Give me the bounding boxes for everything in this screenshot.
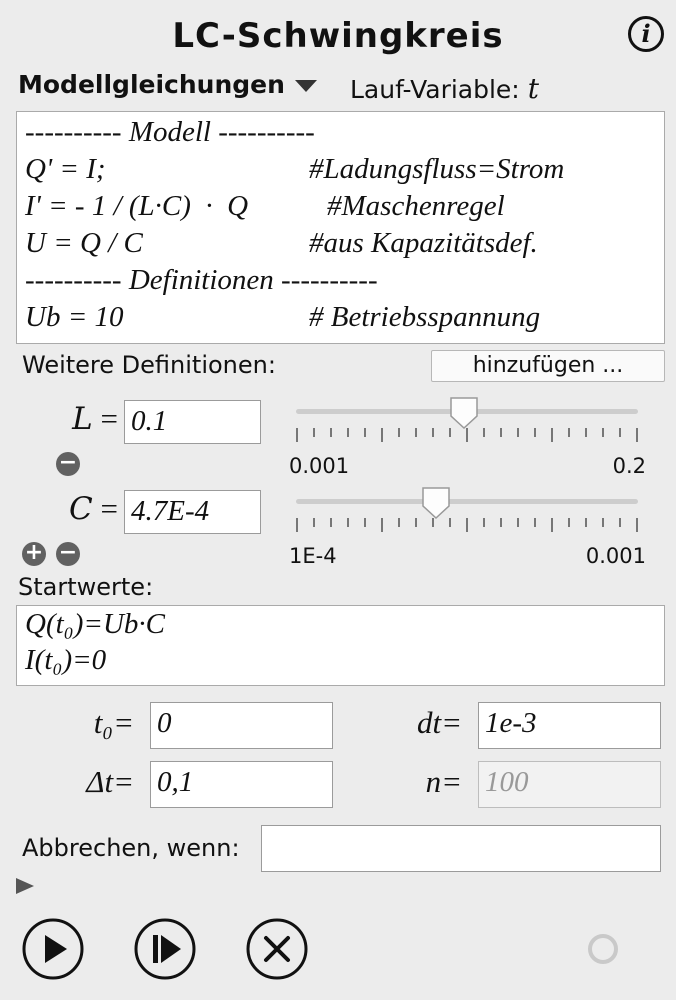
param-label-C (40, 491, 118, 527)
start-values-label: Startwerte: (18, 573, 154, 601)
slider-tick (483, 518, 485, 527)
param-eq: = (100, 491, 118, 526)
slider-tick (398, 428, 400, 437)
slider-tick (619, 518, 621, 527)
dt-label: dt= (416, 705, 462, 740)
slider-max-C: 0.001 (585, 544, 646, 568)
slider-tick (602, 428, 604, 437)
model-line-comment: #Ladungsfluss=Strom (309, 153, 565, 185)
spinner-icon (586, 932, 620, 966)
remove-icon[interactable]: − (56, 542, 80, 566)
model-line-comment: #aus Kapazitätsdef. (309, 227, 538, 259)
model-editor[interactable] (16, 111, 665, 344)
start-values-editor[interactable] (16, 605, 665, 686)
disclosure-triangle-icon[interactable] (14, 876, 36, 896)
definitions-label: Weitere Definitionen: (22, 351, 276, 379)
t0-label: t₀= (93, 705, 134, 740)
param-label-L (40, 401, 118, 437)
slider-tick (347, 428, 349, 437)
slider-tick (296, 428, 298, 442)
slider-tick (381, 518, 383, 532)
n-input: 100 (478, 761, 661, 808)
slider-tick (330, 428, 332, 437)
model-line-comment: #Maschenregel (327, 190, 505, 222)
info-icon[interactable]: i (628, 16, 664, 52)
slider-tick (347, 518, 349, 527)
slider-tick (551, 518, 553, 532)
slider-tick (415, 518, 417, 527)
slider-tick (636, 518, 638, 532)
slider-tick (313, 428, 315, 437)
slider-tick (619, 428, 621, 437)
slider-max-L: 0.2 (612, 454, 646, 478)
slider-tick (449, 428, 451, 437)
slider-tick (602, 518, 604, 527)
slider-tick (432, 518, 434, 527)
model-line-left: Ub = 10 (25, 301, 124, 333)
slider-thumb-L[interactable] (449, 396, 479, 430)
slider-tick (534, 518, 536, 527)
param-name: C (69, 491, 93, 527)
model-selector-label: Modellgleichungen (18, 70, 285, 99)
slider-tick (364, 518, 366, 527)
slider-tick (568, 428, 570, 437)
slider-tick (500, 518, 502, 527)
model-line-left: I' = - 1 / (L·C) · Q (25, 190, 249, 222)
slider-tick (381, 428, 383, 442)
t0-input[interactable]: 0 (150, 702, 333, 749)
slider-tick (466, 518, 468, 532)
play-button[interactable] (22, 918, 84, 980)
slider-tick (432, 428, 434, 437)
abort-condition-input[interactable] (261, 825, 661, 872)
slider-tick (296, 518, 298, 532)
run-variable (350, 72, 539, 105)
slider-tick (568, 518, 570, 527)
dt-input[interactable]: 1e-3 (478, 702, 661, 749)
model-selector[interactable] (18, 70, 317, 99)
model-line-left: ---------- Modell ---------- (25, 116, 315, 148)
n-label: n= (425, 764, 462, 799)
slider-ticks-L (296, 428, 638, 442)
stop-button[interactable] (246, 918, 308, 980)
slider-tick (500, 428, 502, 437)
model-line-comment: # Betriebsspannung (309, 301, 541, 333)
app-title: LC-Schwingkreis (172, 16, 504, 56)
slider-tick (517, 428, 519, 437)
slider-min-C: 1E-4 (289, 544, 337, 568)
slider-tick (466, 428, 468, 442)
slider-ticks-C (296, 518, 638, 532)
param-input-L[interactable]: 0.1 (124, 400, 261, 444)
abort-label: Abbrechen, wenn: (22, 834, 240, 862)
add-definition-button[interactable]: hinzufügen ... (431, 350, 665, 382)
delta-t-label: Δt= (86, 764, 134, 799)
slider-thumb-C[interactable] (421, 486, 451, 520)
slider-tick (551, 428, 553, 442)
start-value-line: I(t₀)=0 (25, 644, 107, 676)
slider-tick (364, 428, 366, 437)
param-eq: = (100, 401, 118, 436)
param-name: L (72, 401, 93, 437)
slider-tick (330, 518, 332, 527)
slider-tick (585, 428, 587, 437)
slider-tick (398, 518, 400, 527)
slider-tick (449, 518, 451, 527)
slider-min-L: 0.001 (289, 454, 350, 478)
slider-tick (585, 518, 587, 527)
slider-tick (415, 428, 417, 437)
slider-tick (636, 428, 638, 442)
start-value-line: Q(t₀)=Ub·C (25, 608, 166, 640)
delta-t-input[interactable]: 0,1 (150, 761, 333, 808)
step-button[interactable] (134, 918, 196, 980)
chevron-down-icon (295, 80, 317, 92)
slider-track-C[interactable] (296, 499, 638, 504)
model-line-left: ---------- Definitionen ---------- (25, 264, 378, 296)
slider-tick (534, 428, 536, 437)
slider-tick (517, 518, 519, 527)
run-variable-value: t (527, 72, 539, 105)
run-variable-label: Lauf-Variable: (350, 75, 520, 104)
param-input-C[interactable]: 4.7E-4 (124, 490, 261, 534)
model-line-left: Q' = I; (25, 153, 106, 185)
model-line-left: U = Q / C (25, 227, 143, 259)
slider-tick (483, 428, 485, 437)
slider-tick (313, 518, 315, 527)
remove-icon[interactable]: − (56, 452, 80, 476)
add-icon[interactable]: + (22, 542, 46, 566)
